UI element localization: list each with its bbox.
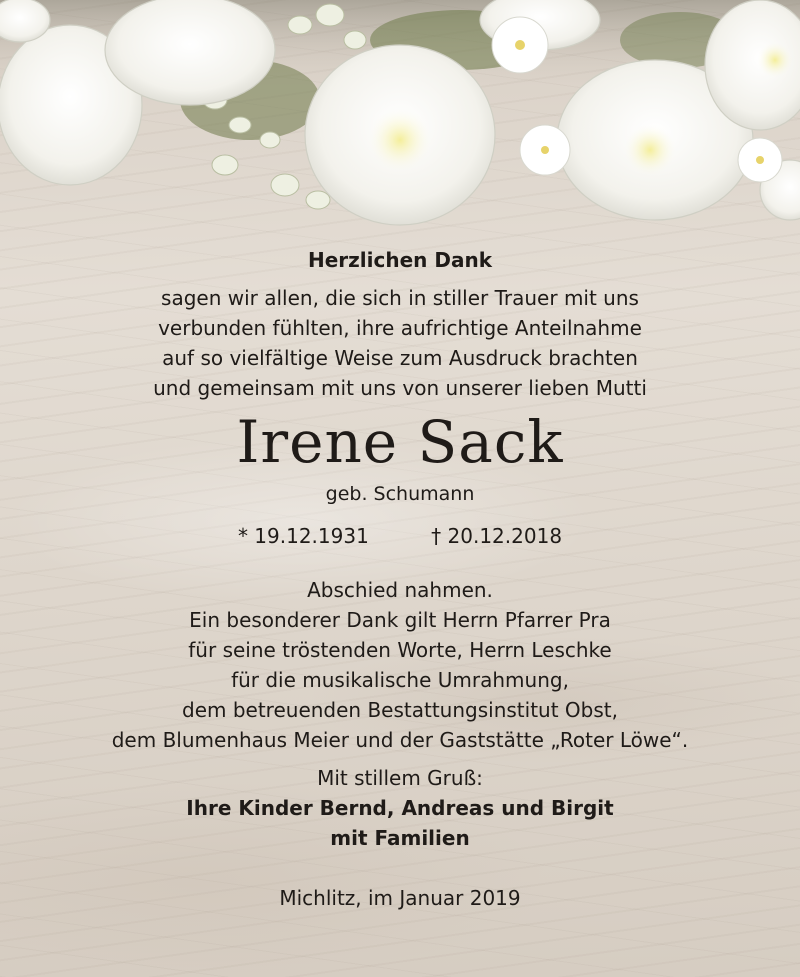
thanks-line: für die musikalische Umrahmung, bbox=[231, 668, 569, 692]
signers bbox=[0, 793, 800, 853]
intro-line: auf so vielfältige Weise zum Ausdruck brachten bbox=[162, 346, 638, 370]
thanks-line: dem Blumenhaus Meier und der Gaststätte „Roter Löwe“. bbox=[111, 728, 689, 752]
thanks-line: Abschied nahmen. bbox=[307, 578, 493, 602]
death-date: † 20.12.2018 bbox=[431, 524, 563, 548]
thanks-line: Ein besonderer Dank gilt Herrn Pfarrer Pra bbox=[189, 608, 611, 632]
signer-line: mit Familien bbox=[330, 826, 470, 850]
greeting: Mit stillem Gruß: bbox=[317, 766, 483, 790]
intro-paragraph bbox=[0, 283, 800, 403]
thanks-paragraph bbox=[0, 575, 800, 755]
place-date: Michlitz, im Januar 2019 bbox=[279, 886, 521, 910]
intro-line: verbunden fühlten, ihre aufrichtige Anteilnahme bbox=[158, 316, 642, 340]
intro-line: und gemeinsam mit uns von unserer lieben Mutti bbox=[153, 376, 647, 400]
obituary-text bbox=[0, 245, 800, 913]
birth-name: geb. Schumann bbox=[325, 483, 475, 505]
signer-line: Ihre Kinder Bernd, Andreas und Birgit bbox=[186, 796, 614, 820]
thanks-line: für seine tröstenden Worte, Herrn Leschke bbox=[188, 638, 612, 662]
birth-date: * 19.12.1931 bbox=[237, 524, 369, 548]
thanks-line: dem betreuenden Bestattungsinstitut Obst, bbox=[182, 698, 618, 722]
life-dates bbox=[0, 521, 800, 551]
tulip-flowers-image bbox=[0, 0, 800, 235]
deceased-name: Irene Sack bbox=[236, 408, 564, 476]
intro-line: sagen wir allen, die sich in stiller Trauer mit uns bbox=[161, 286, 639, 310]
heading: Herzlichen Dank bbox=[307, 248, 492, 272]
